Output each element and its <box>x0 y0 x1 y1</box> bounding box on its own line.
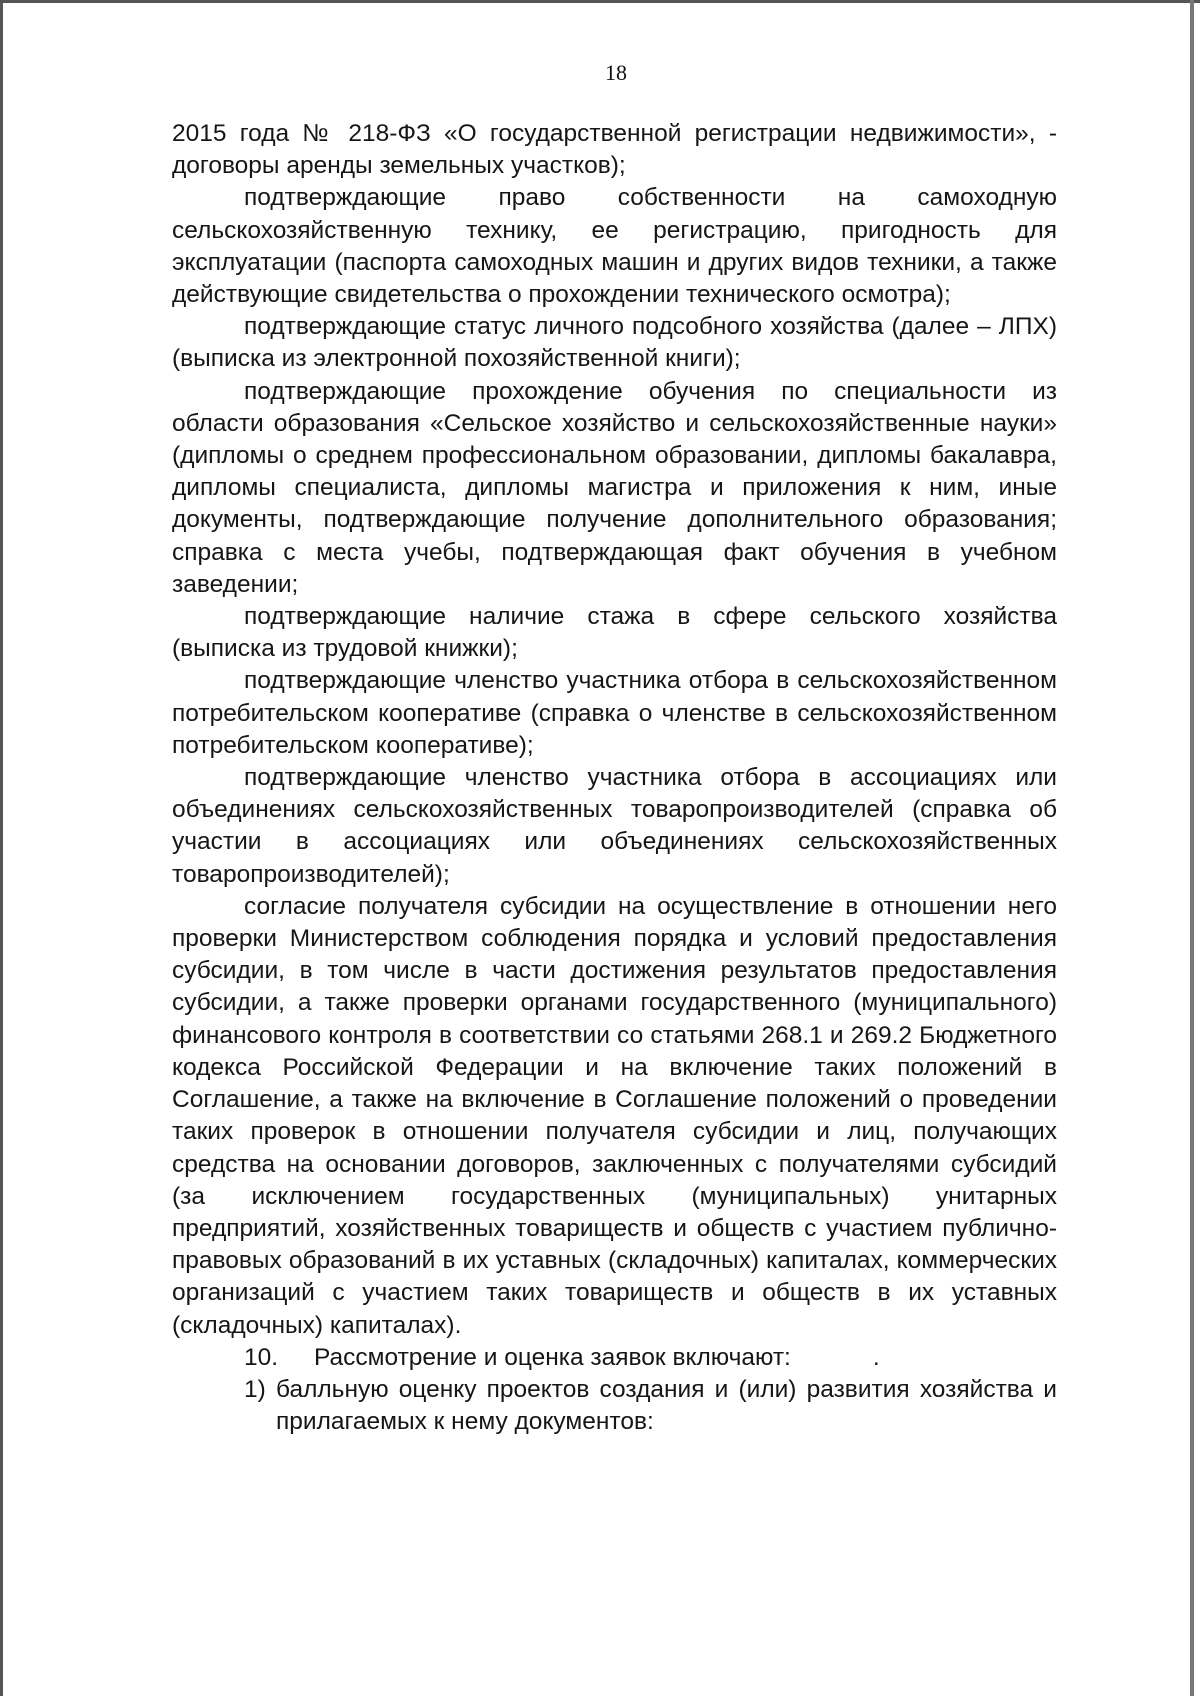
page-number: 18 <box>605 60 627 85</box>
clause-10-number: 10. <box>244 1343 279 1371</box>
list-item-1-marker: 1) <box>244 1375 266 1403</box>
scan-edge-left <box>0 0 3 1696</box>
paragraph-experience: подтверждающие наличие стажа в сфере сельского хозяйства (выписка из трудовой книжки); <box>172 603 1057 663</box>
clause-10-stray-mark: . <box>872 1343 880 1371</box>
scan-edge-right <box>1190 0 1194 1696</box>
document-body <box>172 118 1057 1438</box>
scan-edge-top <box>0 0 1200 3</box>
paragraph-cooperative: подтверждающие членство участника отбора в сельскохозяйственном потребительском кооперативе (справка о членстве в сельскохозяйственном потребительском кооперативе); <box>172 667 1057 759</box>
list-item-1 <box>172 1374 1057 1438</box>
list-item-1-text: балльную оценку проектов создания и (или) развития хозяйства и прилагаемых к нему документов: <box>276 1375 1057 1436</box>
paragraph-lph-status: подтверждающие статус личного подсобного хозяйства (далее – ЛПХ) (выписка из электронной похозяйственной книги); <box>172 313 1057 373</box>
clause-10 <box>172 1342 1057 1374</box>
paragraph-associations: подтверждающие членство участника отбора в ассоциациях или объединениях сельскохозяйственных товаропроизводителей (справка об участии в ассоциациях или объединениях сельскохозяйственных товаропроизводителей); <box>172 764 1057 888</box>
paragraph-education: подтверждающие прохождение обучения по специальности из области образования «Сельское хозяйство и сельскохозяйственные науки» (дипломы о среднем профессиональном образовании, дипломы бакалавра, дипломы специалиста, дипломы магистра и приложения к ним, иные документы, подтверждающие получение дополнительного образования; справка с места учебы, подтверждающая факт обучения в учебном заведении; <box>172 377 1057 598</box>
paragraph-consent: согласие получателя субсидии на осуществление в отношении него проверки Министерством соблюдения порядка и условий предоставления субсидии, в том числе в части достижения результатов предоставления субсидии, а также проверки органами государственного (муниципального) финансового контроля в соответствии со статьями 268.1 и 269.2 Бюджетного кодекса Российской Федерации и на включение таких положений в Соглашение, а также на включение в Соглашение положений о проведении таких проверок в отношении получателя субсидии и лиц, получающих средства на основании договоров, заключенных с получателями субсидий (за исключением государственных (муниципальных) унитарных предприятий, хозяйственных товариществ и обществ с участием публично-правовых образований в их уставных (складочных) капиталах, коммерческих организаций с участием таких товариществ и обществ в их уставных (складочных) капиталах). <box>172 892 1057 1339</box>
paragraph-continuation: 2015 года № 218-ФЗ «О государственной регистрации недвижимости», - договоры аренды земельных участков); <box>172 120 1057 180</box>
paragraph-machinery: подтверждающие право собственности на самоходную сельскохозяйственную технику, ее регистрацию, пригодность для эксплуатации (паспорта самоходных машин и других видов техники, а также действующие свидетельства о прохождении технического осмотра); <box>172 184 1057 309</box>
clause-10-text: Рассмотрение и оценка заявок включают: <box>314 1343 791 1371</box>
